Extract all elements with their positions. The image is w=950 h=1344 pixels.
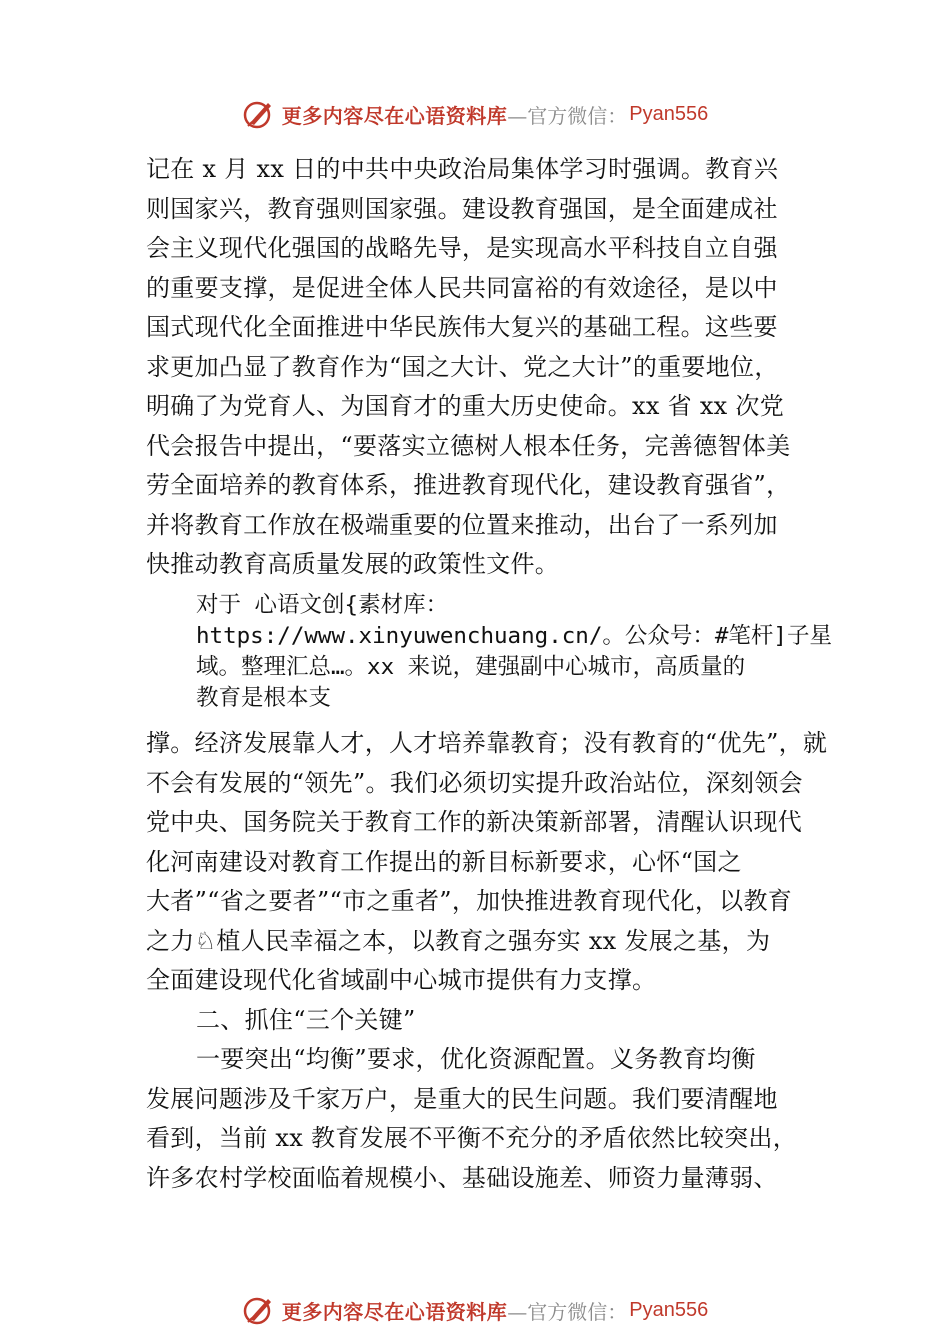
text-line: 则国家兴，教育强则国家强。建设教育强国，是全面建成社 — [146, 194, 778, 223]
banner-dash-text: —官方微信： — [507, 1299, 628, 1324]
text-line: 记在 x 月 xx 日的中共中央政治局集体学习时强调。教育兴 — [146, 155, 779, 183]
banner-wechat-id: Pyan556 — [629, 102, 709, 125]
banner-dash-text: —官方微信： — [507, 103, 628, 128]
quill-logo-icon — [242, 97, 276, 131]
text-line: 快推动教育高质量发展的政策性文件。 — [146, 550, 560, 578]
text-line: 代会报告中提出，“要落实立德树人根本任务，完善德智体美 — [146, 431, 791, 460]
main-body — [146, 724, 826, 1198]
text-line: 国式现代化全面推进中华民族伟大复兴的基础工程。这些要 — [146, 313, 778, 341]
text-line: 撑。经济发展靠人才，人才培养靠教育；没有教育的“优先”，就 — [146, 729, 828, 757]
text-line: 大者”“省之要者”“市之重者”，加快推进教育现代化，以教育 — [146, 887, 793, 915]
text-line: 求更加凸显了教育作为“国之大计、党之大计”的重要地位， — [146, 352, 779, 381]
banner-main-text: 更多内容尽在心语资料库 — [281, 103, 508, 128]
text-line: 发展问题涉及千家万户，是重大的民生问题。我们要清醒地 — [146, 1084, 778, 1113]
section-heading: 二、抓住“三个关键” — [196, 1005, 416, 1034]
text-line: 教育是根本支 — [196, 685, 332, 711]
paragraph-1 — [146, 150, 816, 585]
text-line: 一要突出“均衡”要求，优化资源配置。义务教育均衡 — [196, 1045, 756, 1073]
text-line: 并将教育工作放在极端重要的位置来推动，出台了一系列加 — [146, 510, 778, 539]
text-line: 之力♘植人民幸福之本，以教育之强夯实 xx 发展之基，为 — [146, 926, 771, 955]
text-line: 对于 心语文创{素材库： — [196, 592, 449, 618]
text-line: 许多农村学校面临着规模小、基础设施差、师资力量薄弱、 — [146, 1163, 778, 1192]
text-line: 域。整理汇总…。xx 来说，建强副中心城市，高质量的 — [196, 654, 746, 680]
text-line: 化河南建设对教育工作提出的新目标新要求，心怀“国之 — [146, 847, 742, 876]
text-line: 明确了为党育人、为国育才的重大历史使命。xx 省 xx 次党 — [146, 392, 785, 420]
text-line: 看到，当前 xx 教育发展不平衡不充分的矛盾依然比较突出， — [146, 1124, 798, 1152]
quill-logo-icon — [242, 1293, 276, 1327]
inserted-source-block — [196, 590, 836, 714]
footer-banner — [0, 1288, 950, 1332]
text-line: https://www.xinyuwenchuang.cn/。公众号：#笔杆]子星 — [196, 623, 832, 649]
text-line: 会主义现代化强国的战略先导，是实现高水平科技自立自强 — [146, 234, 778, 262]
header-banner — [0, 92, 950, 136]
text-line: 党中央、国务院关于教育工作的新决策新部署，清醒认识现代 — [146, 808, 803, 836]
banner-wechat-id: Pyan556 — [629, 1298, 709, 1321]
text-line: 劳全面培养的教育体系，推进教育现代化，建设教育强省”， — [146, 471, 791, 499]
text-line: 全面建设现代化省域副中心城市提供有力支撑。 — [146, 966, 657, 994]
text-line: 的重要支撑，是促进全体人民共同富裕的有效途径，是以中 — [146, 273, 778, 302]
text-line: 不会有发展的“领先”。我们必须切实提升政治站位，深刻领会 — [146, 768, 803, 797]
banner-main-text: 更多内容尽在心语资料库 — [281, 1299, 508, 1324]
